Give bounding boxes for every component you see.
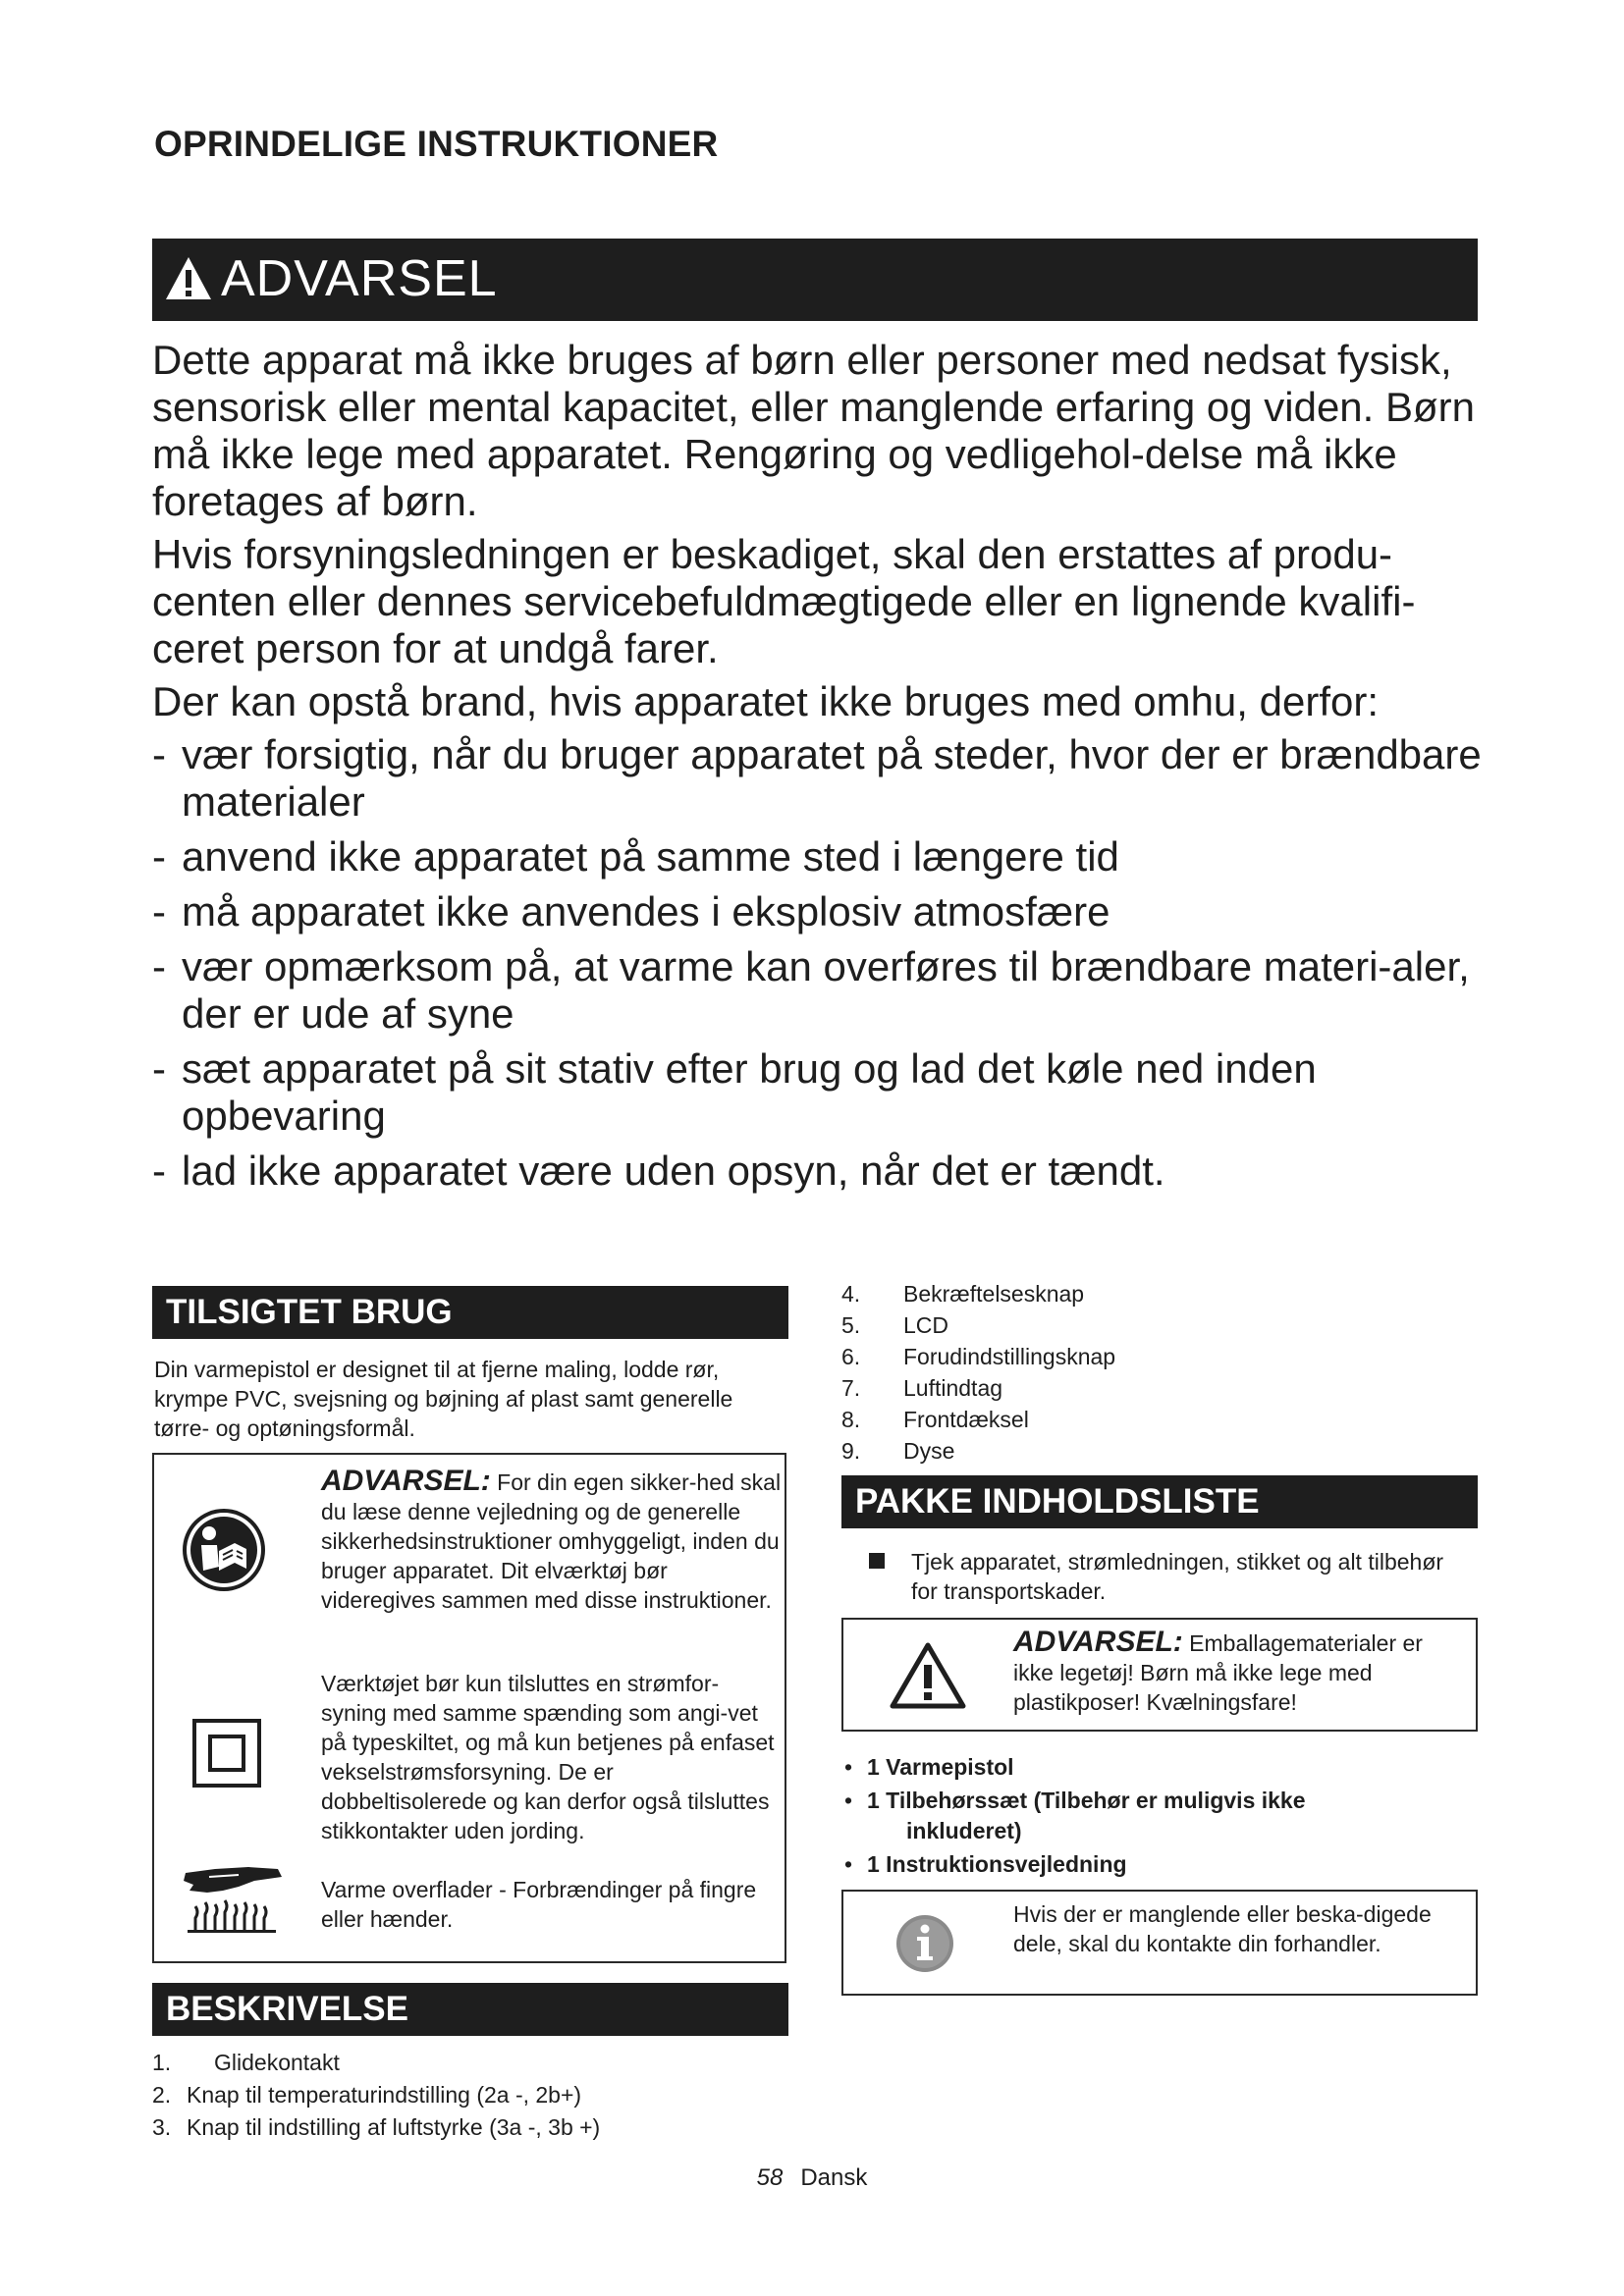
list-item: • 1 Tilbehørssæt (Tilbehør er muligvis ikke inkluderet) <box>844 1788 1306 1843</box>
warning-body <box>152 337 1488 1202</box>
missing-parts-info-box <box>841 1890 1478 1996</box>
missing-parts-text: Hvis der er manglende eller beska-digede dele, skal du kontakte din forhandler. <box>1013 1901 1432 1956</box>
page-number: 58 <box>756 2164 784 2191</box>
warning-list-item: - vær opmærksom på, at varme kan overføres til brændbare materi-aler, der er ude af syne <box>152 943 1470 1037</box>
warning-list-item: - må apparatet ikke anvendes i eksplosiv atmosfære <box>152 888 1110 934</box>
hot-surface-text: Varme overflader - Forbrændinger på fingre eller hænder. <box>321 1877 757 1932</box>
footer-language: Dansk <box>800 2164 868 2191</box>
packaging-warning-box <box>841 1618 1478 1732</box>
list-item: • 1 Instruktionsvejledning <box>844 1851 1127 1877</box>
warning-paragraph: Dette apparat må ikke bruges af børn eller personer med nedsat fysisk, sensorisk eller mental kapacitet, eller manglende erfaring og viden. Børn må ikke lege med apparatet. Rengøring og vedligehol-delse må ikke foretages af børn. <box>152 337 1476 524</box>
warning-list-item: - vær forsigtig, når du bruger apparatet på steder, hvor der er brændbare materialer <box>152 731 1482 825</box>
page-footer <box>0 2164 1624 2192</box>
double-insulation-icon <box>191 1718 262 1789</box>
package-contents-heading: PAKKE INDHOLDSLISTE <box>841 1475 1478 1528</box>
warning-triangle-icon <box>164 254 213 303</box>
manual-warning-text: ADVARSEL: For din egen sikker-hed skal du læse denne vejledning og de generelle sikkerhedsinstruktioner omhyggeligt, inden du bruger apparatet. Dit elværktøj bør videregives sammen med disse instruktioner. <box>321 1465 782 1613</box>
warning-paragraph: Der kan opstå brand, hvis apparatet ikke bruges med omhu, derfor: <box>152 678 1380 724</box>
read-manual-icon <box>180 1506 268 1594</box>
warning-title: ADVARSEL <box>221 250 498 307</box>
description-heading: BESKRIVELSE <box>152 1983 788 2036</box>
list-item: • 1 Varmepistol <box>844 1754 1014 1780</box>
safety-symbols-box <box>152 1453 786 1963</box>
package-contents-list <box>844 1752 1473 1883</box>
warning-paragraph: Hvis forsyningsledningen er beskadiget, skal den erstattes af produ-centen eller dennes servicebefuldmægtigede eller en lignende kvalifi-ceret person for at undgå farer. <box>152 531 1416 671</box>
double-insulation-text: Værktøjet bør kun tilsluttes en strømfor-syning med samme spænding som angi-vet på typeskiltet, og må kun betjenes på enfaset vekselstrømsforsyning. De er dobbeltisolerede og kan derfor også tilsluttes stikkontakter uden jording. <box>321 1671 775 1843</box>
square-bullet-icon <box>869 1553 885 1569</box>
document-header: OPRINDELIGE INSTRUKTIONER <box>154 124 719 164</box>
hot-surface-hand-icon <box>180 1859 288 1934</box>
warning-banner <box>152 239 1478 321</box>
info-icon <box>894 1913 955 1974</box>
intended-use-text: Din varmepistol er designet til at fjerne maling, lodde rør, krympe PVC, svejsning og bøjning af plast samt generelle tørre- og optøningsformål. <box>154 1357 733 1441</box>
warning-triangle-icon <box>889 1641 967 1710</box>
warning-list-item: - lad ikke apparatet være uden opsyn, når det er tændt. <box>152 1148 1165 1194</box>
warning-list-item: - sæt apparatet på sit stativ efter brug og lad det køle ned inden opbevaring <box>152 1045 1317 1139</box>
warning-list-item: - anvend ikke apparatet på samme sted i længere tid <box>152 833 1119 880</box>
packaging-warning-text: ADVARSEL: Emballagematerialer er ikke legetøj! Børn må ikke lege med plastikposer! Kvælningsfare! <box>1013 1626 1423 1715</box>
intended-use-heading: TILSIGTET BRUG <box>152 1286 788 1339</box>
